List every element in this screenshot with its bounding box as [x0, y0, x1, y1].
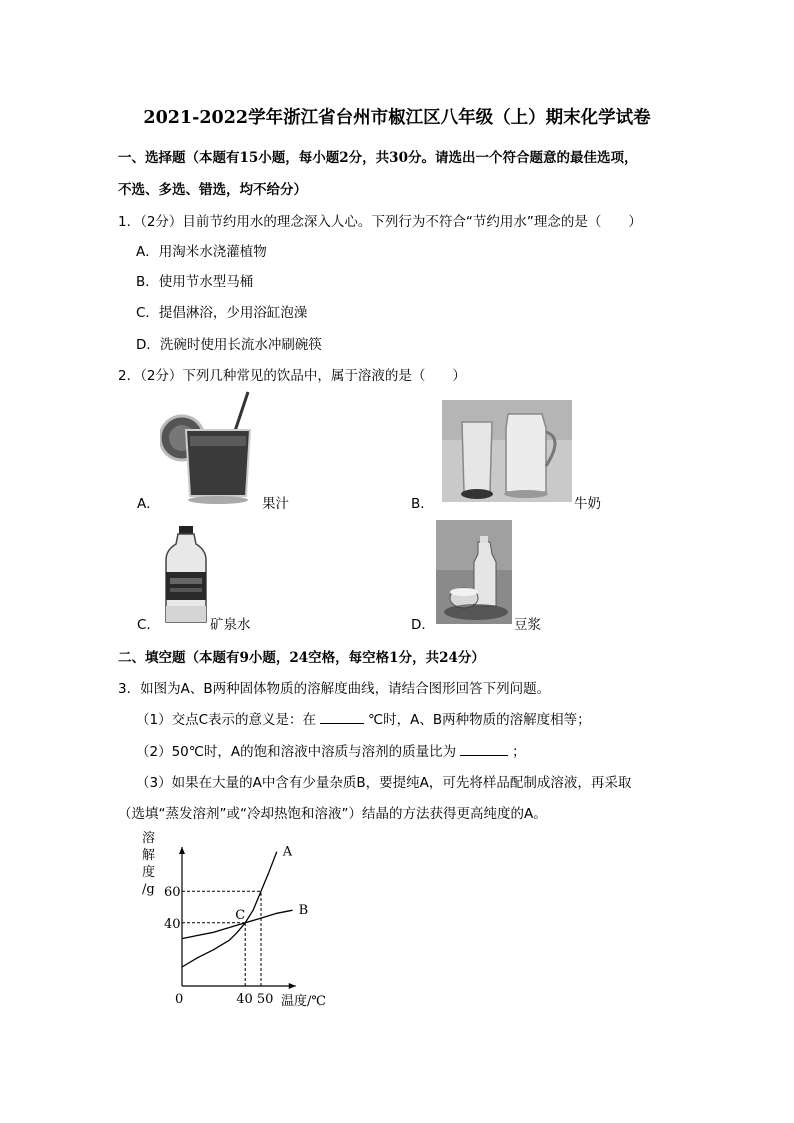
juice-glass-icon: [160, 390, 260, 506]
exam-title: 2021-2022学年浙江省台州市椒江区八年级（上）期末化学试卷: [143, 108, 651, 128]
q2-stem: 2．（2分）下列几种常见的饮品中，属于溶液的是（ ）: [118, 368, 466, 384]
q3-part1-blank[interactable]: [320, 712, 364, 724]
series-label-B: B: [298, 903, 309, 919]
q1-option-d: D．洗碗时使用长流水冲刷碗筷: [136, 337, 322, 353]
y-axis-label-part-2: 度: [142, 865, 156, 880]
curve-A: [182, 852, 277, 967]
origin-label: 0: [175, 992, 184, 1007]
q1-option-c: C．提倡淋浴，少用浴缸泡澡: [136, 305, 308, 321]
x-tick-labels: 40 50: [236, 992, 274, 1007]
q3-stem: 3．如图为A、B两种固体物质的溶解度曲线，请结合图形回答下列问题。: [118, 681, 551, 697]
q3-part2-text-after: ；: [512, 744, 526, 760]
soymilk-icon: [436, 520, 512, 624]
q1-option-b: B．使用节水型马桶: [136, 274, 254, 290]
q3-part1-text-after: ℃时，A、B两种物质的溶解度相等；: [368, 712, 591, 728]
y-tick-label-60: 60: [164, 885, 181, 901]
q3-part3-line2: （选填“蒸发溶剂”或“冷却热饱和溶液”）结晶的方法获得更高纯度的A。: [118, 806, 547, 822]
x-axis-arrow: [289, 983, 296, 989]
q2-option-c-name: 矿泉水: [210, 617, 251, 633]
section2-heading: 二、填空题（本题有9小题，24空格，每空格1分，共24分）: [118, 650, 485, 666]
q3-part1-text-before: （1）交点C表示的意义是：在: [136, 712, 317, 728]
q2-option-d-letter: D．: [411, 617, 435, 633]
q3-part2-text-before: （2）50℃时，A的饱和溶液中溶质与溶剂的质量比为: [136, 744, 457, 760]
q1-stem: 1．（2分）目前节约用水的理念深入人心。下列行为不符合“节约用水”理念的是（ ）: [118, 214, 642, 230]
y-axis-label-part-0: 溶: [142, 831, 156, 846]
q1-option-a: A．用淘米水浇灌植物: [136, 244, 267, 260]
y-axis-arrow: [179, 847, 185, 854]
q3-part3-line1: （3）如果在大量的A中含有少量杂质B，要提纯A，可先将样品配制成溶液，再采取: [136, 775, 632, 791]
chart-guides: [182, 891, 261, 986]
q2-option-d-name: 豆浆: [514, 617, 541, 633]
q3-part2-blank[interactable]: [460, 744, 508, 756]
chart-labels: [142, 830, 326, 1009]
section1-heading-line2: 不选、多选、错选，均不给分）: [118, 182, 307, 198]
q2-option-c-letter: C．: [137, 617, 160, 633]
q2-option-b-name: 牛奶: [574, 496, 601, 512]
milk-jug-icon: [442, 400, 572, 502]
solubility-chart: [130, 826, 370, 1012]
water-bottle-icon: [164, 526, 208, 624]
y-axis-label-part-3: /g: [142, 882, 155, 897]
section1-heading-line1: 一、选择题（本题有15小题，每小题2分，共30分。请选出一个符合题意的最佳选项，: [118, 150, 638, 166]
q2-option-b-letter: B．: [411, 496, 434, 512]
q2-option-a-letter: A．: [137, 496, 160, 512]
series-label-A: A: [282, 844, 293, 860]
q2-option-a-name: 果汁: [262, 496, 289, 512]
intersection-label: C: [235, 907, 246, 923]
q3-part1: [136, 708, 591, 728]
y-axis-label-part-1: 解: [142, 848, 156, 863]
x-axis-label: 温度/℃: [281, 994, 326, 1009]
q3-part2: [136, 740, 526, 760]
y-tick-label-40: 40: [164, 916, 181, 932]
